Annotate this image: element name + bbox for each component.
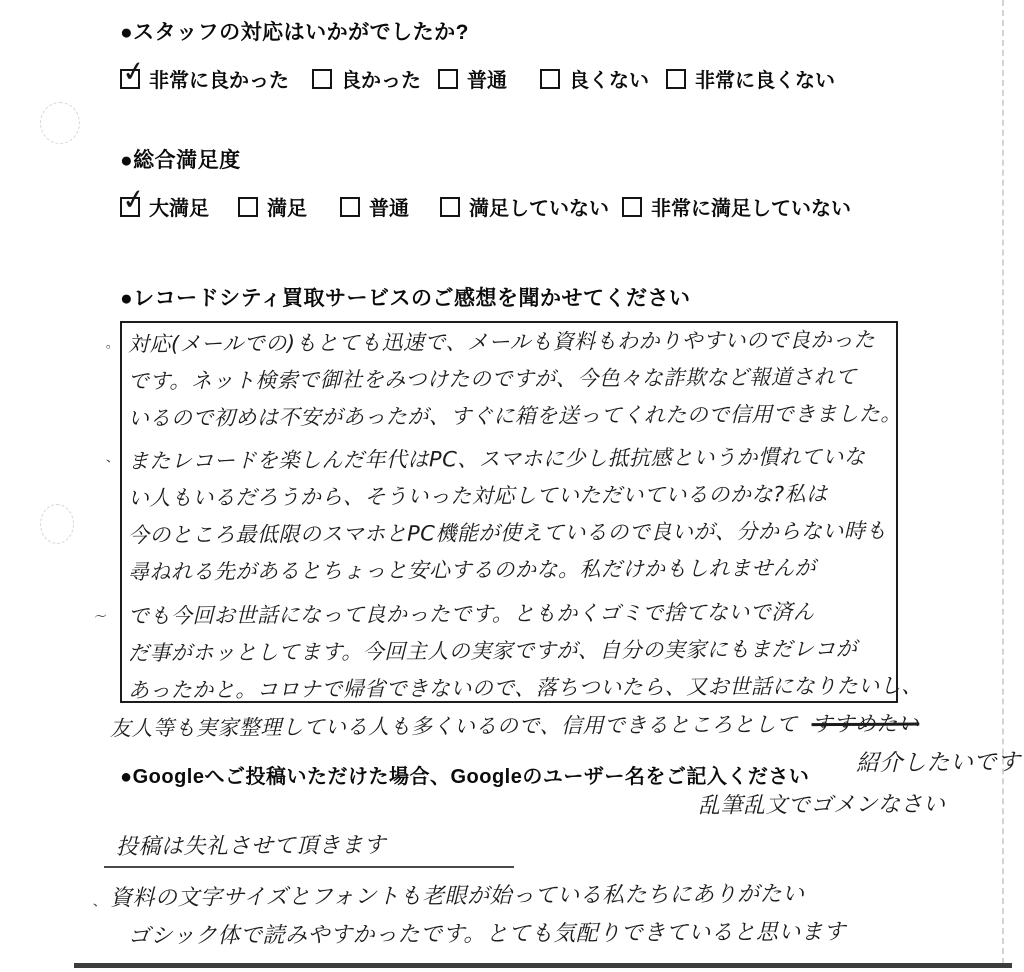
question-feedback-title: ●レコードシティ買取サービスのご感想を聞かせてください xyxy=(120,287,691,310)
margin-mark-icon: 、 xyxy=(91,892,107,910)
checkmark-icon: ✓ xyxy=(119,181,148,217)
margin-mark-icon: 〜 xyxy=(93,608,109,626)
option-label: 良くない xyxy=(569,70,649,92)
punch-hole-artifact xyxy=(40,504,74,544)
option-staff-good[interactable] xyxy=(312,64,421,93)
option-staff-very-bad[interactable] xyxy=(666,64,835,93)
handwritten-text: 友人等も実家整理している人も多くいるので、信用できるところとして xyxy=(109,712,798,741)
checkbox xyxy=(540,69,560,89)
option-overall-satisfied[interactable] xyxy=(238,192,307,221)
checkbox xyxy=(312,69,332,89)
checkbox xyxy=(438,69,458,89)
question-staff-title: ●スタッフの対応はいかがでしたか? xyxy=(120,21,470,44)
option-overall-normal[interactable] xyxy=(340,192,409,221)
handwritten-line: またレコードを楽しんだ年代はPC、スマホに少し抵抗感というか慣れていな xyxy=(127,444,866,474)
option-overall-not-satisfied[interactable] xyxy=(440,192,609,221)
handwritten-line: い人もいるだろうから、そういった対応していただいているのかな?私は xyxy=(127,481,828,511)
checkbox xyxy=(119,53,148,89)
checkbox xyxy=(119,181,148,217)
checkmark-icon: ✓ xyxy=(119,53,148,89)
margin-mark-icon: 、 xyxy=(104,448,120,466)
handwritten-line: でも今回お世話になって良かったです。ともかくゴミで捨てないで済ん xyxy=(127,599,815,629)
google-username-answer: 投稿は失礼させて頂きます xyxy=(115,833,387,860)
handwritten-footnote: 資料の文字サイズとフォントも老眼が始っている私たちにありがたい xyxy=(109,881,805,912)
punch-hole-artifact xyxy=(40,102,80,144)
option-staff-bad[interactable] xyxy=(540,64,649,93)
option-label: 大満足 xyxy=(149,198,209,220)
option-label: 満足していない xyxy=(469,198,609,220)
page-bottom-border xyxy=(74,963,1012,968)
handwritten-line: だ事がホッとしてます。今回主人の実家ですが、自分の実家にもまだレコが xyxy=(127,636,858,666)
handwritten-correction: 紹介したいです xyxy=(855,749,1021,777)
handwritten-line: です。ネット検索で御社をみつけたのですが、今色々な詐欺など報道されて xyxy=(127,364,857,394)
option-label: 非常に満足していない xyxy=(651,198,851,220)
option-label: 非常に良くない xyxy=(695,70,835,92)
struck-out-text: すすめたい xyxy=(811,711,920,737)
handwritten-line xyxy=(110,712,919,742)
google-username-title: ●Googleへご投稿いただけた場合、Googleのユーザー名をご記入ください xyxy=(120,766,810,788)
scan-edge-line xyxy=(1002,0,1004,964)
checkbox xyxy=(238,197,258,217)
handwritten-line: いるので初めは不安があったが、すぐに箱を送ってくれたので信用できました。 xyxy=(127,401,902,431)
handwritten-line: 今のところ最低限のスマホとPC機能が使えているので良いが、分からない時も xyxy=(127,518,887,548)
checkbox xyxy=(666,69,686,89)
option-overall-very-satisfied[interactable] xyxy=(119,181,209,221)
handwritten-apology: 乱筆乱文でゴメンなさい xyxy=(697,792,946,819)
checkbox xyxy=(440,197,460,217)
option-label: 非常に良かった xyxy=(149,70,289,92)
margin-mark-icon: 。 xyxy=(104,334,120,352)
handwritten-line: 対応(メールでの)もとても迅速で、メールも資料もわかりやすいので良かった xyxy=(127,327,876,357)
handwritten-footnote: ゴシック体で読みやすかったです。とても気配りできていると思います xyxy=(127,919,846,950)
option-staff-normal[interactable] xyxy=(438,64,507,93)
option-staff-very-good[interactable] xyxy=(119,53,289,93)
option-overall-very-unsatisfied[interactable] xyxy=(622,192,851,221)
checkbox xyxy=(340,197,360,217)
checkbox xyxy=(622,197,642,217)
answer-underline[interactable] xyxy=(104,836,514,868)
option-label: 良かった xyxy=(341,70,421,92)
option-label: 満足 xyxy=(267,198,307,220)
handwritten-line: 尋ねれる先があるとちょっと安心するのかな。私だけかもしれませんが xyxy=(127,555,817,585)
handwritten-line: あったかと。コロナで帰省できないので、落ちついたら、又お世話になりたいし、 xyxy=(127,673,923,703)
question-overall-title: ●総合満足度 xyxy=(120,149,241,172)
option-label: 普通 xyxy=(369,198,409,220)
option-label: 普通 xyxy=(467,70,507,92)
